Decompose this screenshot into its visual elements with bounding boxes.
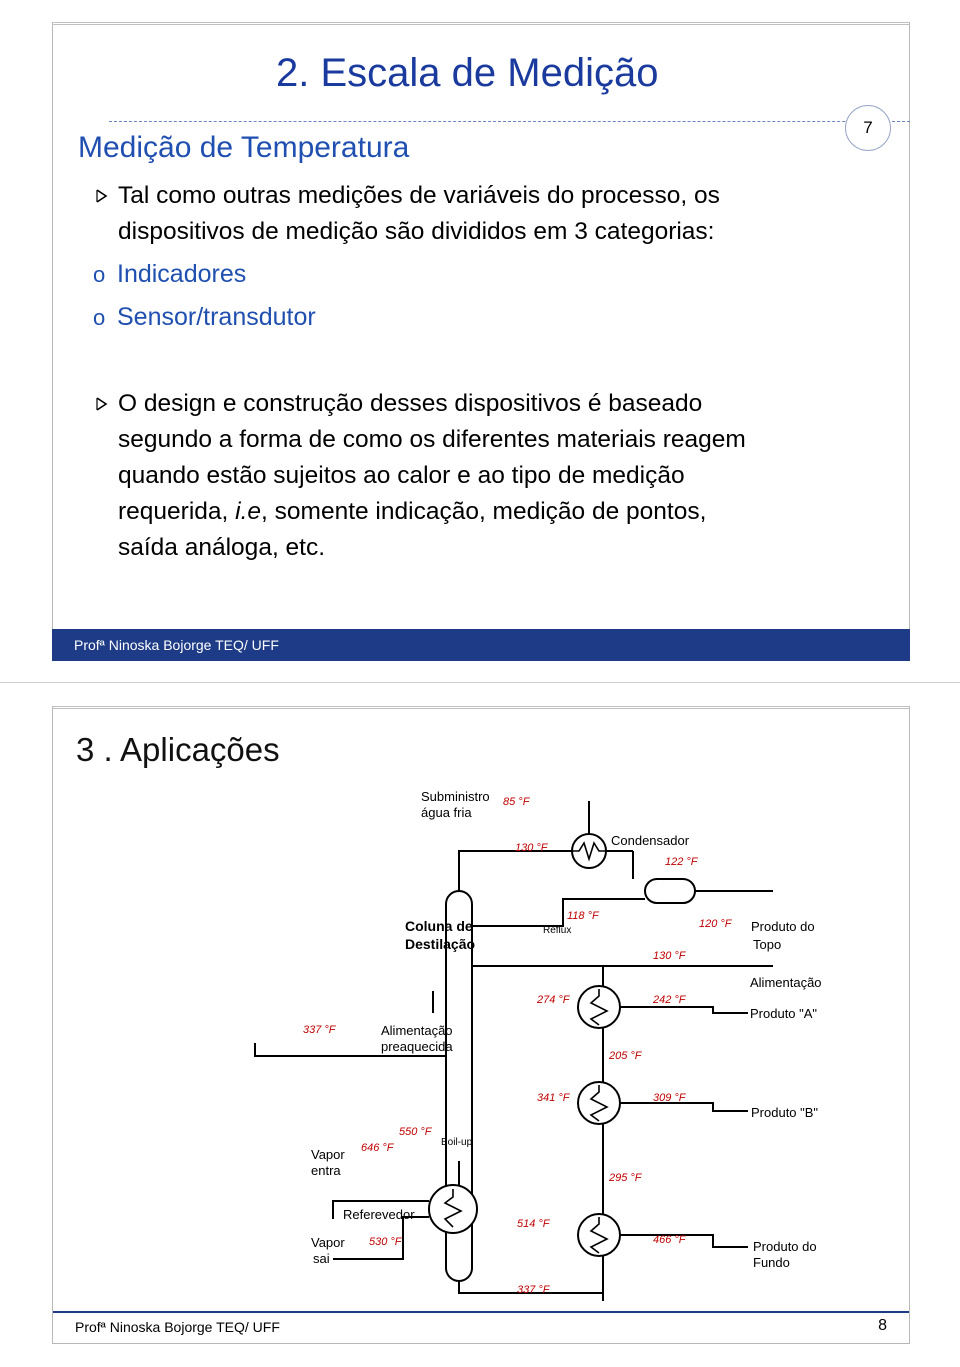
page-number-badge	[845, 105, 891, 151]
bullet-2-line-1: O design e construção desses dispositivos é baseado	[118, 390, 703, 417]
temp-130a: 130 °F	[515, 842, 548, 854]
slide-top-border	[52, 706, 910, 721]
bullet-1-line-1: Tal como outras medições de variáveis do processo, os	[118, 182, 720, 209]
temp-122: 122 °F	[665, 856, 698, 868]
label-column-2: Destilação	[405, 936, 476, 952]
temp-466: 466 °F	[653, 1234, 686, 1246]
label-water-supply: Subministro	[421, 789, 490, 804]
text-fragment: requerida,	[118, 498, 236, 525]
pipe-product-a	[620, 1007, 748, 1013]
sub-item-label: Indicadores	[117, 260, 247, 288]
label-reflux: Reflux	[543, 925, 572, 936]
label-top-product: Produto do	[751, 919, 815, 934]
label-reboiler: Referevedor	[343, 1207, 415, 1222]
page-number: 7	[863, 118, 873, 137]
label-preheated-feed: Alimentação	[381, 1023, 453, 1038]
arrow-bullet-icon	[94, 188, 110, 204]
label-boilup: Boil-up	[441, 1137, 473, 1148]
temp-130b: 130 °F	[653, 950, 686, 962]
pipe-reflux	[472, 899, 645, 926]
text-fragment: ,	[261, 498, 275, 525]
bullet-2-line-4	[118, 494, 706, 530]
temp-295: 295 °F	[609, 1172, 642, 1184]
footer-author: Profª Ninoska Bojorge TEQ/ UFF	[75, 1319, 280, 1335]
bullet-2-line-3: quando estão sujeitos ao calor e ao tipo de medição	[118, 462, 685, 489]
reflux-drum-icon	[645, 879, 695, 903]
temp-646: 646 °F	[361, 1142, 394, 1154]
bullet-1-line-2: dispositivos de medição são divididos em 3 categorias:	[118, 218, 715, 245]
label-product-b: Produto "B"	[751, 1105, 819, 1120]
temp-530: 530 °F	[369, 1236, 402, 1248]
label-water-supply-2: água fria	[421, 805, 472, 820]
text-fragment: somente indicação, medição de pontos,	[274, 498, 707, 525]
slide-footer	[52, 629, 910, 661]
temp-337a: 337 °F	[303, 1024, 336, 1036]
temp-309: 309 °F	[653, 1092, 686, 1104]
slide-8	[52, 706, 910, 1344]
temp-341: 341 °F	[537, 1092, 570, 1104]
label-steam-out-2: sai	[313, 1251, 330, 1266]
label-bottom-product: Produto do	[753, 1239, 817, 1254]
pipe-product-b	[620, 1103, 748, 1111]
label-steam-in: Vapor	[311, 1147, 345, 1162]
distillation-diagram	[233, 781, 822, 1301]
slide-title: 2. Escala de Medição	[276, 51, 659, 95]
temp-205: 205 °F	[609, 1050, 642, 1062]
arrow-bullet-icon	[94, 396, 110, 412]
temp-242: 242 °F	[653, 994, 686, 1006]
label-preheated-feed-2: preaquecida	[381, 1039, 453, 1054]
bullet-2-line-5: saída análoga, etc.	[118, 534, 326, 561]
title-divider	[109, 121, 910, 122]
sub-item-indicadores	[93, 256, 246, 293]
italic-abbrev: i.e	[235, 498, 262, 525]
label-feed: Alimentação	[750, 975, 822, 990]
slide-separator	[0, 682, 960, 683]
label-condenser: Condensador	[611, 833, 690, 848]
label-steam-in-2: entra	[311, 1163, 341, 1178]
temp-550: 550 °F	[399, 1126, 432, 1138]
temp-514: 514 °F	[517, 1218, 550, 1230]
slide-top-border	[52, 22, 910, 37]
pipe-column-to-condenser	[459, 851, 577, 891]
temp-120: 120 °F	[699, 918, 732, 930]
page-number: 8	[878, 1317, 887, 1334]
sub-item-label: Sensor/transdutor	[117, 303, 316, 331]
circle-bullet-icon: o	[93, 305, 106, 330]
label-steam-out: Vapor	[311, 1235, 345, 1250]
temp-85: 85 °F	[503, 796, 530, 808]
bullet-2-line-2: segundo a forma de como os diferentes materiais reagem	[118, 426, 746, 453]
section-subtitle: Medição de Temperatura	[78, 131, 410, 164]
sub-item-sensor	[93, 299, 316, 336]
slide-7	[52, 22, 910, 661]
label-column: Coluna de	[405, 918, 473, 934]
label-product-a: Produto "A"	[750, 1006, 818, 1021]
temp-337b: 337 °F	[517, 1284, 550, 1296]
slide-title	[76, 731, 280, 769]
circle-bullet-icon: o	[93, 262, 106, 287]
footer-author: Profª Ninoska Bojorge TEQ/ UFF	[74, 637, 279, 653]
temp-118: 118 °F	[567, 910, 599, 922]
temp-274: 274 °F	[537, 994, 570, 1006]
slide-footer	[53, 1311, 909, 1343]
label-bottom-product-2: Fundo	[753, 1255, 790, 1270]
slide-title-text: 3 . Aplicações	[76, 731, 280, 768]
label-top-product-2: Topo	[753, 937, 782, 952]
